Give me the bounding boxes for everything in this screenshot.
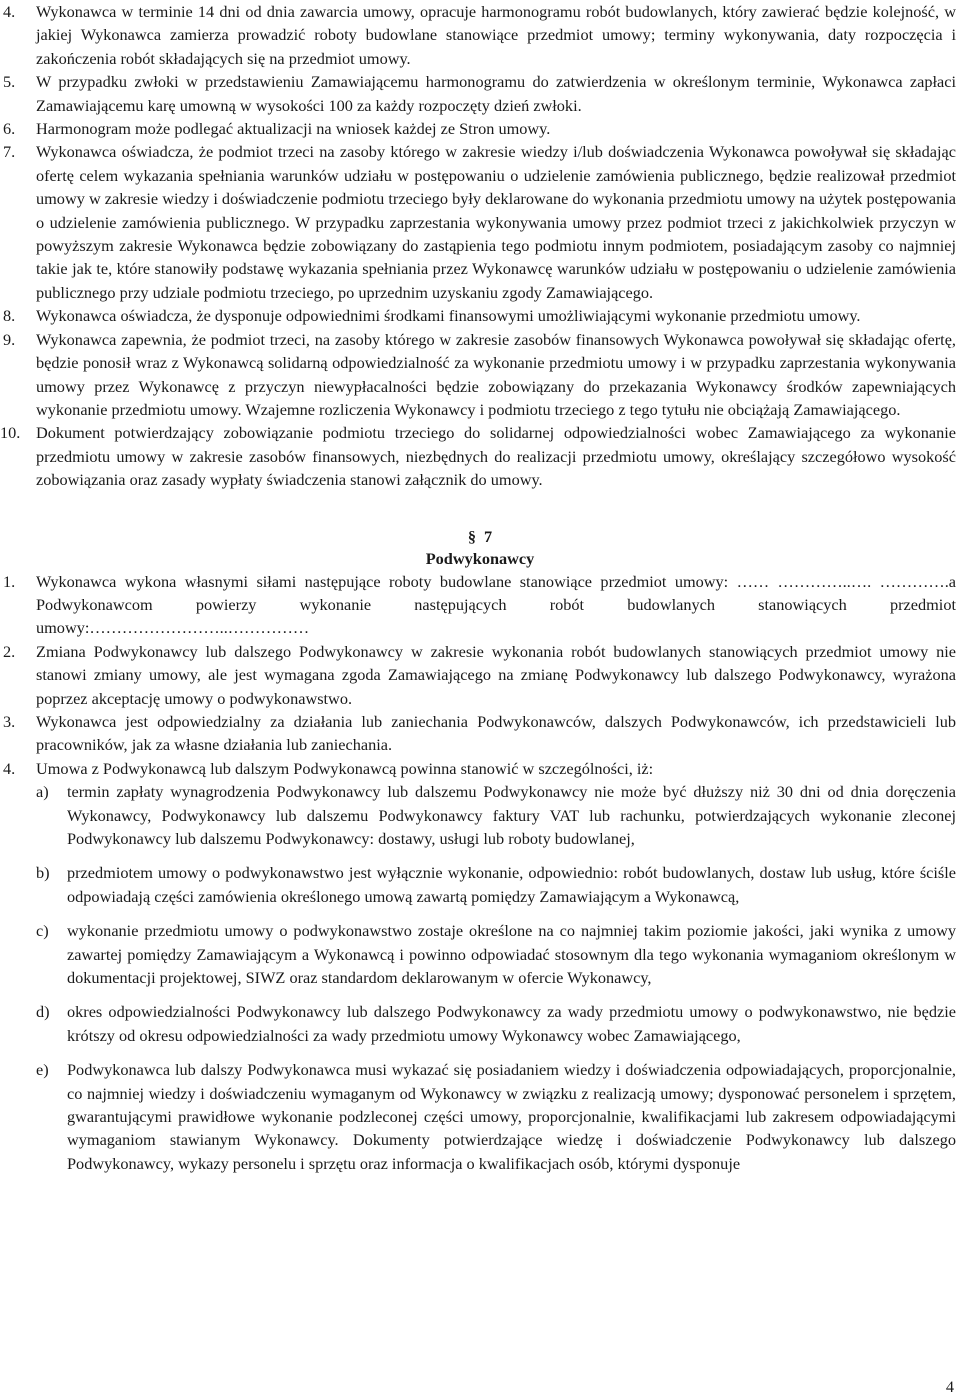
item-number: 6. (3, 119, 16, 139)
list-item (0, 640, 960, 710)
sub-item-letter: a) (36, 782, 49, 802)
item-text: Wykonawca zapewnia, że podmiot trzeci, na zasoby którego w zakresie zasobów finansowych Wykonawca powoływał się składając ofertę, będzie ponosił wraz z Wykonawcą solidarną odpowiedzialność za wykonanie przedmiotu umowy i w przypadku zaprzestania wykonywania umowy przez Wykonawcę z przyczyn niewypłacalności będzie zobowiązany do przekazania Wykonawcy środków zapewniających wykonanie przedmiotu umowy. Wzajemne rozliczenia Wykonawcy i podmiotu trzeciego z tego tytułu nie obciążają Zamawiającego. (36, 329, 956, 419)
sub-item (0, 780, 960, 850)
sub-item-letter: c) (36, 921, 49, 941)
numbered-list-section (0, 570, 960, 781)
item-number: 5. (3, 72, 16, 92)
item-text: Wykonawca w terminie 14 dni od dnia zawarcia umowy, opracuje harmonogramu robót budowlanych, który zawierać będzie kolejność, w jakiej Wykonawca zamierza prowadzić roboty budowlane stanowiące przedmiot umowy; terminy wykonywania, daty rozpoczęcia i zakończenia robót składających się na przedmiot umowy. (36, 2, 956, 68)
item-number: 9. (3, 329, 16, 349)
list-item (0, 710, 960, 757)
page-number: 4 (945, 1376, 954, 1396)
list-item (0, 421, 960, 491)
list-item (0, 757, 960, 780)
item-text: Dokument potwierdzający zobowiązanie podmiotu trzeciego do solidarnej odpowiedzialności wobec Zamawiającego za wykonanie przedmiotu umowy w zakresie zasobów finansowych, niezbędnych do realizacji przedmiotu umowy, określający szczegółowo wysokość zobowiązania oraz zasady wypłaty świadczenia stanowi załącznik do umowy. (36, 423, 956, 490)
item-text: Wykonawca oświadcza, że dysponuje odpowiednimi środkami finansowymi umożliwiającymi wykonanie przedmiotu umowy. (36, 306, 861, 326)
item-text: Wykonawca jest odpowiedzialny za działania lub zaniechania Podwykonawców, dalszych Podwykonawców, ich przedstawicieli lub pracowników, jak za własne działania lub zaniechania. (36, 711, 956, 755)
list-item (0, 70, 960, 117)
item-text: Harmonogram może podlegać aktualizacji na wniosek każdej ze Stron umowy. (36, 119, 551, 139)
section-symbol: § (467, 526, 476, 546)
list-item (0, 117, 960, 140)
list-item (0, 328, 960, 422)
list-item (0, 304, 960, 327)
lettered-list (0, 780, 960, 1175)
section-number (0, 526, 960, 548)
item-number: 7. (3, 142, 16, 162)
sub-item (0, 919, 960, 989)
list-item (0, 140, 960, 304)
section-number-value: 7 (484, 526, 493, 546)
item-text: Zmiana Podwykonawcy lub dalszego Podwykonawcy w zakresie wykonania robót budowlanych stanowiących przedmiot umowy nie stanowi zmiany umowy, ale jest wymagana zgoda Zamawiającego na zmianę Podwykonawcy lub dalszego Podwykonawcy, wyrażona poprzez akceptację umowy o podwykonawstwo. (36, 641, 956, 708)
list-item (0, 0, 960, 70)
sub-item-letter: e) (36, 1060, 49, 1080)
item-number: 10. (0, 423, 21, 443)
sub-item (0, 1000, 960, 1047)
item-number: 1. (3, 571, 16, 591)
sub-item-text: okres odpowiedzialności Podwykonawcy lub dalszego Podwykonawcy za wady przedmiotu umowy o podwykonawstwo, nie będzie krótszy od okresu odpowiedzialności za wady przedmiotu umowy Wykonawcy wobec Zamawiającego, (67, 1002, 956, 1045)
sub-item (0, 1058, 960, 1175)
list-item (0, 570, 960, 640)
item-text: W przypadku zwłoki w przedstawieniu Zamawiającemu harmonogramu do zatwierdzenia w określonym terminie, Wykonawca zapłaci Zamawiającemu karę umowną w wysokości 100 za każdy rozpoczęty dzień zwłoki. (36, 72, 956, 115)
item-number: 3. (3, 711, 16, 731)
sub-item-text: wykonanie przedmiotu umowy o podwykonawstwo zostaje określone na co najmniej takim poziomie jakości, jaki wynika z umowy zawartej pomiędzy Zamawiającym a Wykonawcą i powinno odpowiadać stosownym dla tego wykonania wymaganiom określonym w dokumentacji projektowej, SIWZ oraz standardom deklarowanym w ofercie Wykonawcy, (67, 921, 956, 988)
sub-item-letter: b) (36, 863, 50, 883)
item-text: Wykonawca wykona własnymi siłami następujące roboty budowlane stanowiące przedmiot umowy: …… …………..…. ………….a Podwykonawcom powierzy wykonanie następujących robót budowlanych stanowiących przedmiot umowy:……………………..…………… (36, 571, 956, 638)
item-number: 4. (3, 758, 16, 778)
numbered-list-top (0, 0, 960, 492)
item-number: 4. (3, 2, 16, 21)
sub-item-letter: d) (36, 1002, 50, 1022)
section-title: Podwykonawcy (425, 548, 535, 568)
sub-item-text: Podwykonawca lub dalszy Podwykonawca musi wykazać się posiadaniem wiedzy i doświadczenia odpowiadających, proporcjonalnie, co najmniej wiedzy i doświadczeniu wymaganym od Wykonawcy w związku z realizacją umowy; dysponować personelem i sprzętem, gwarantującymi prawidłowe wykonanie podzleconej części umowy, proporcjonalnie, kwalifikacjami lub zakresem odpowiadającymi wymaganiom stawianym Wykonawcy. Dokumenty potwierdzające wiedzę i doświadczenie Podwykonawcy lub dalszego Podwykonawcy, wykazy personelu i sprzętu oraz informacja o kwalifikacjach osób, którymi dysponuje (67, 1060, 956, 1173)
sub-item-text: termin zapłaty wynagrodzenia Podwykonawcy lub dalszemu Podwykonawcy nie może być dłuższy niż 30 dni od dnia doręczenia Wykonawcy, Podwykonawcy lub dalszemu Podwykonawcy faktury VAT lub rachunku, potwierdzających wykonanie zleconej Podwykonawcy lub dalszemu Podwykonawcy: dostawy, usługi lub roboty budowlanej, (67, 782, 956, 848)
item-text: Wykonawca oświadcza, że podmiot trzeci na zasoby którego w zakresie wiedzy i/lub doświadczenia Wykonawca powoływał się składając ofertę celem wykazania spełniania warunków udziału w postępowaniu o udzielenie zamówienia publicznego, będzie realizował przedmiot umowy w zakresie wiedzy i doświadczenie podmiotu trzeciego były deklarowane do wykonania przedmiotu umowy na użytek postępowania o udzielenie zamówienia publicznego. W przypadku zaprzestania wykonywania umowy przez podmiot trzeci z jakichkolwiek przyczyn w powyższym zakresie Wykonawca będzie zobowiązany do zastąpienia tego podmiotu innym podmiotem, posiadającym zasoby co najmniej takie jak te, które stanowiły podstawę wykazania spełniania przez Wykonawcę warunków udziału w postępowaniu o udzielenie zamówienia publicznego przy udziale podmiotu trzeciego, po uprzednim uzyskaniu zgody Zamawiającego. (36, 142, 956, 302)
item-number: 8. (3, 306, 16, 326)
sub-item (0, 861, 960, 908)
item-text: Umowa z Podwykonawcą lub dalszym Podwykonawcą powinna stanowić w szczególności, iż: (36, 758, 654, 778)
item-number: 2. (3, 641, 16, 661)
sub-item-text: przedmiotem umowy o podwykonawstwo jest wyłącznie wykonanie, odpowiednio: robót budowlanych, dostaw lub usług, które ściśle odpowiadają części zamówienia określonego umową zawartą pomiędzy Zamawiającym a Wykonawcą, (67, 863, 956, 906)
